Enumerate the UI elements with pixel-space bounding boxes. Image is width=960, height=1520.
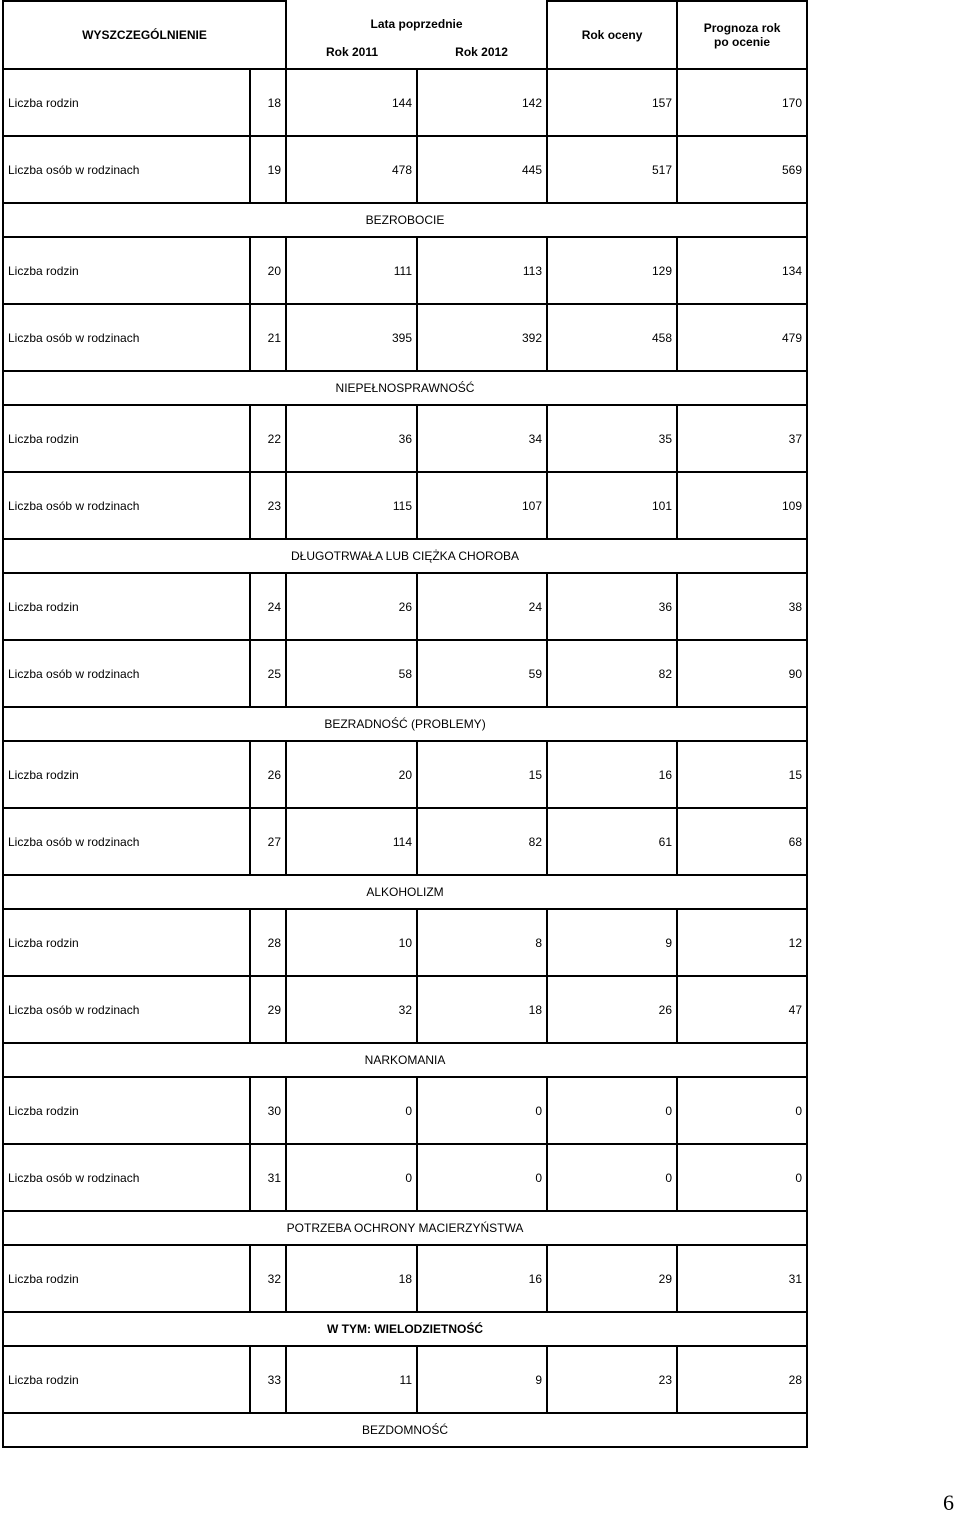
row-label: Liczba rodzin: [3, 573, 250, 640]
row-label: Liczba rodzin: [3, 69, 250, 136]
header-row-1: [3, 1, 807, 35]
value-2011: 20: [286, 741, 417, 808]
table-row: [3, 1245, 807, 1312]
value-2011: 115: [286, 472, 417, 539]
section-title: DŁUGOTRWAŁA LUB CIĘŻKA CHOROBA: [3, 539, 807, 573]
header-forecast: [677, 1, 807, 69]
value-assessment-year: 0: [547, 1077, 677, 1144]
value-assessment-year: 29: [547, 1245, 677, 1312]
row-number: 24: [250, 573, 286, 640]
table-row: [3, 1077, 807, 1144]
value-forecast: 31: [677, 1245, 807, 1312]
row-number: 19: [250, 136, 286, 203]
value-forecast: 28: [677, 1346, 807, 1413]
row-number: 21: [250, 304, 286, 371]
value-2011: 32: [286, 976, 417, 1043]
value-forecast: 109: [677, 472, 807, 539]
row-label: Liczba osób w rodzinach: [3, 472, 250, 539]
row-number: 18: [250, 69, 286, 136]
value-forecast: 38: [677, 573, 807, 640]
row-label: Liczba osób w rodzinach: [3, 808, 250, 875]
value-2012: 16: [417, 1245, 547, 1312]
value-2011: 18: [286, 1245, 417, 1312]
value-assessment-year: 23: [547, 1346, 677, 1413]
statistics-table: [2, 0, 808, 1448]
row-number: 29: [250, 976, 286, 1043]
value-forecast: 12: [677, 909, 807, 976]
value-assessment-year: 9: [547, 909, 677, 976]
value-assessment-year: 26: [547, 976, 677, 1043]
value-forecast: 569: [677, 136, 807, 203]
section-title: NARKOMANIA: [3, 1043, 807, 1077]
value-assessment-year: 129: [547, 237, 677, 304]
value-forecast: 170: [677, 69, 807, 136]
value-2012: 9: [417, 1346, 547, 1413]
header-forecast-line1: Prognoza rok: [703, 21, 781, 35]
row-number: 27: [250, 808, 286, 875]
row-number: 32: [250, 1245, 286, 1312]
value-forecast: 479: [677, 304, 807, 371]
row-number: 30: [250, 1077, 286, 1144]
value-assessment-year: 61: [547, 808, 677, 875]
value-2011: 11: [286, 1346, 417, 1413]
table-row: [3, 69, 807, 136]
section-row: [3, 539, 807, 573]
value-forecast: 90: [677, 640, 807, 707]
page-number: 6: [943, 1490, 954, 1515]
section-title: W TYM: WIELODZIETNOŚĆ: [3, 1312, 807, 1346]
value-forecast: 15: [677, 741, 807, 808]
value-2012: 18: [417, 976, 547, 1043]
section-row: [3, 875, 807, 909]
row-label: Liczba rodzin: [3, 237, 250, 304]
section-row: [3, 1211, 807, 1245]
section-title: BEZDOMNOŚĆ: [3, 1413, 807, 1447]
header-previous-years: Lata poprzednie: [286, 1, 547, 35]
value-2011: 0: [286, 1077, 417, 1144]
row-label: Liczba rodzin: [3, 741, 250, 808]
table-row: [3, 304, 807, 371]
row-number: 26: [250, 741, 286, 808]
section-row: [3, 203, 807, 237]
value-2012: 15: [417, 741, 547, 808]
value-2011: 111: [286, 237, 417, 304]
table-row: [3, 573, 807, 640]
table-row: [3, 472, 807, 539]
value-assessment-year: 517: [547, 136, 677, 203]
value-assessment-year: 458: [547, 304, 677, 371]
value-2012: 82: [417, 808, 547, 875]
table-row: [3, 1144, 807, 1211]
table-row: [3, 909, 807, 976]
value-forecast: 68: [677, 808, 807, 875]
value-2011: 36: [286, 405, 417, 472]
value-assessment-year: 0: [547, 1144, 677, 1211]
table-row: [3, 1346, 807, 1413]
value-2012: 113: [417, 237, 547, 304]
row-number: 31: [250, 1144, 286, 1211]
header-forecast-line2: po ocenie: [714, 35, 771, 49]
row-label: Liczba osób w rodzinach: [3, 136, 250, 203]
value-assessment-year: 35: [547, 405, 677, 472]
value-2011: 395: [286, 304, 417, 371]
value-forecast: 47: [677, 976, 807, 1043]
value-2011: 114: [286, 808, 417, 875]
header-assessment-year: Rok oceny: [547, 1, 677, 69]
row-label: Liczba osób w rodzinach: [3, 976, 250, 1043]
table-row: [3, 136, 807, 203]
section-row: [3, 1043, 807, 1077]
section-row: [3, 371, 807, 405]
value-2011: 26: [286, 573, 417, 640]
row-label: Liczba rodzin: [3, 1346, 250, 1413]
value-assessment-year: 101: [547, 472, 677, 539]
header-description: WYSZCZEGÓLNIENIE: [3, 1, 286, 69]
section-title: BEZRADNOŚĆ (PROBLEMY): [3, 707, 807, 741]
table-row: [3, 741, 807, 808]
row-number: 33: [250, 1346, 286, 1413]
section-title: BEZROBOCIE: [3, 203, 807, 237]
section-title: NIEPEŁNOSPRAWNOŚĆ: [3, 371, 807, 405]
value-2012: 8: [417, 909, 547, 976]
row-label: Liczba rodzin: [3, 405, 250, 472]
row-label: Liczba rodzin: [3, 909, 250, 976]
row-number: 20: [250, 237, 286, 304]
row-label: Liczba rodzin: [3, 1077, 250, 1144]
row-number: 28: [250, 909, 286, 976]
row-label: Liczba rodzin: [3, 1245, 250, 1312]
value-forecast: 134: [677, 237, 807, 304]
value-assessment-year: 36: [547, 573, 677, 640]
value-forecast: 0: [677, 1077, 807, 1144]
section-title: POTRZEBA OCHRONY MACIERZYŃSTWA: [3, 1211, 807, 1245]
value-2011: 58: [286, 640, 417, 707]
section-row: [3, 1413, 807, 1447]
row-label: Liczba osób w rodzinach: [3, 304, 250, 371]
value-assessment-year: 157: [547, 69, 677, 136]
value-2012: 59: [417, 640, 547, 707]
table-row: [3, 976, 807, 1043]
value-2011: 10: [286, 909, 417, 976]
table-row: [3, 237, 807, 304]
value-assessment-year: 82: [547, 640, 677, 707]
row-number: 23: [250, 472, 286, 539]
table-row: [3, 405, 807, 472]
value-2012: 142: [417, 69, 547, 136]
table-row: [3, 808, 807, 875]
row-label: Liczba osób w rodzinach: [3, 640, 250, 707]
section-row: [3, 1312, 807, 1346]
value-forecast: 0: [677, 1144, 807, 1211]
value-2012: 24: [417, 573, 547, 640]
value-assessment-year: 16: [547, 741, 677, 808]
section-row: [3, 707, 807, 741]
value-2012: 392: [417, 304, 547, 371]
value-2011: 478: [286, 136, 417, 203]
table-row: [3, 640, 807, 707]
header-year-2012: Rok 2012: [417, 35, 547, 69]
value-2012: 34: [417, 405, 547, 472]
value-2012: 0: [417, 1077, 547, 1144]
value-2012: 107: [417, 472, 547, 539]
section-title: ALKOHOLIZM: [3, 875, 807, 909]
value-2011: 0: [286, 1144, 417, 1211]
row-number: 25: [250, 640, 286, 707]
row-label: Liczba osób w rodzinach: [3, 1144, 250, 1211]
row-number: 22: [250, 405, 286, 472]
header-year-2011: Rok 2011: [286, 35, 417, 69]
value-2012: 0: [417, 1144, 547, 1211]
value-2012: 445: [417, 136, 547, 203]
value-2011: 144: [286, 69, 417, 136]
value-forecast: 37: [677, 405, 807, 472]
